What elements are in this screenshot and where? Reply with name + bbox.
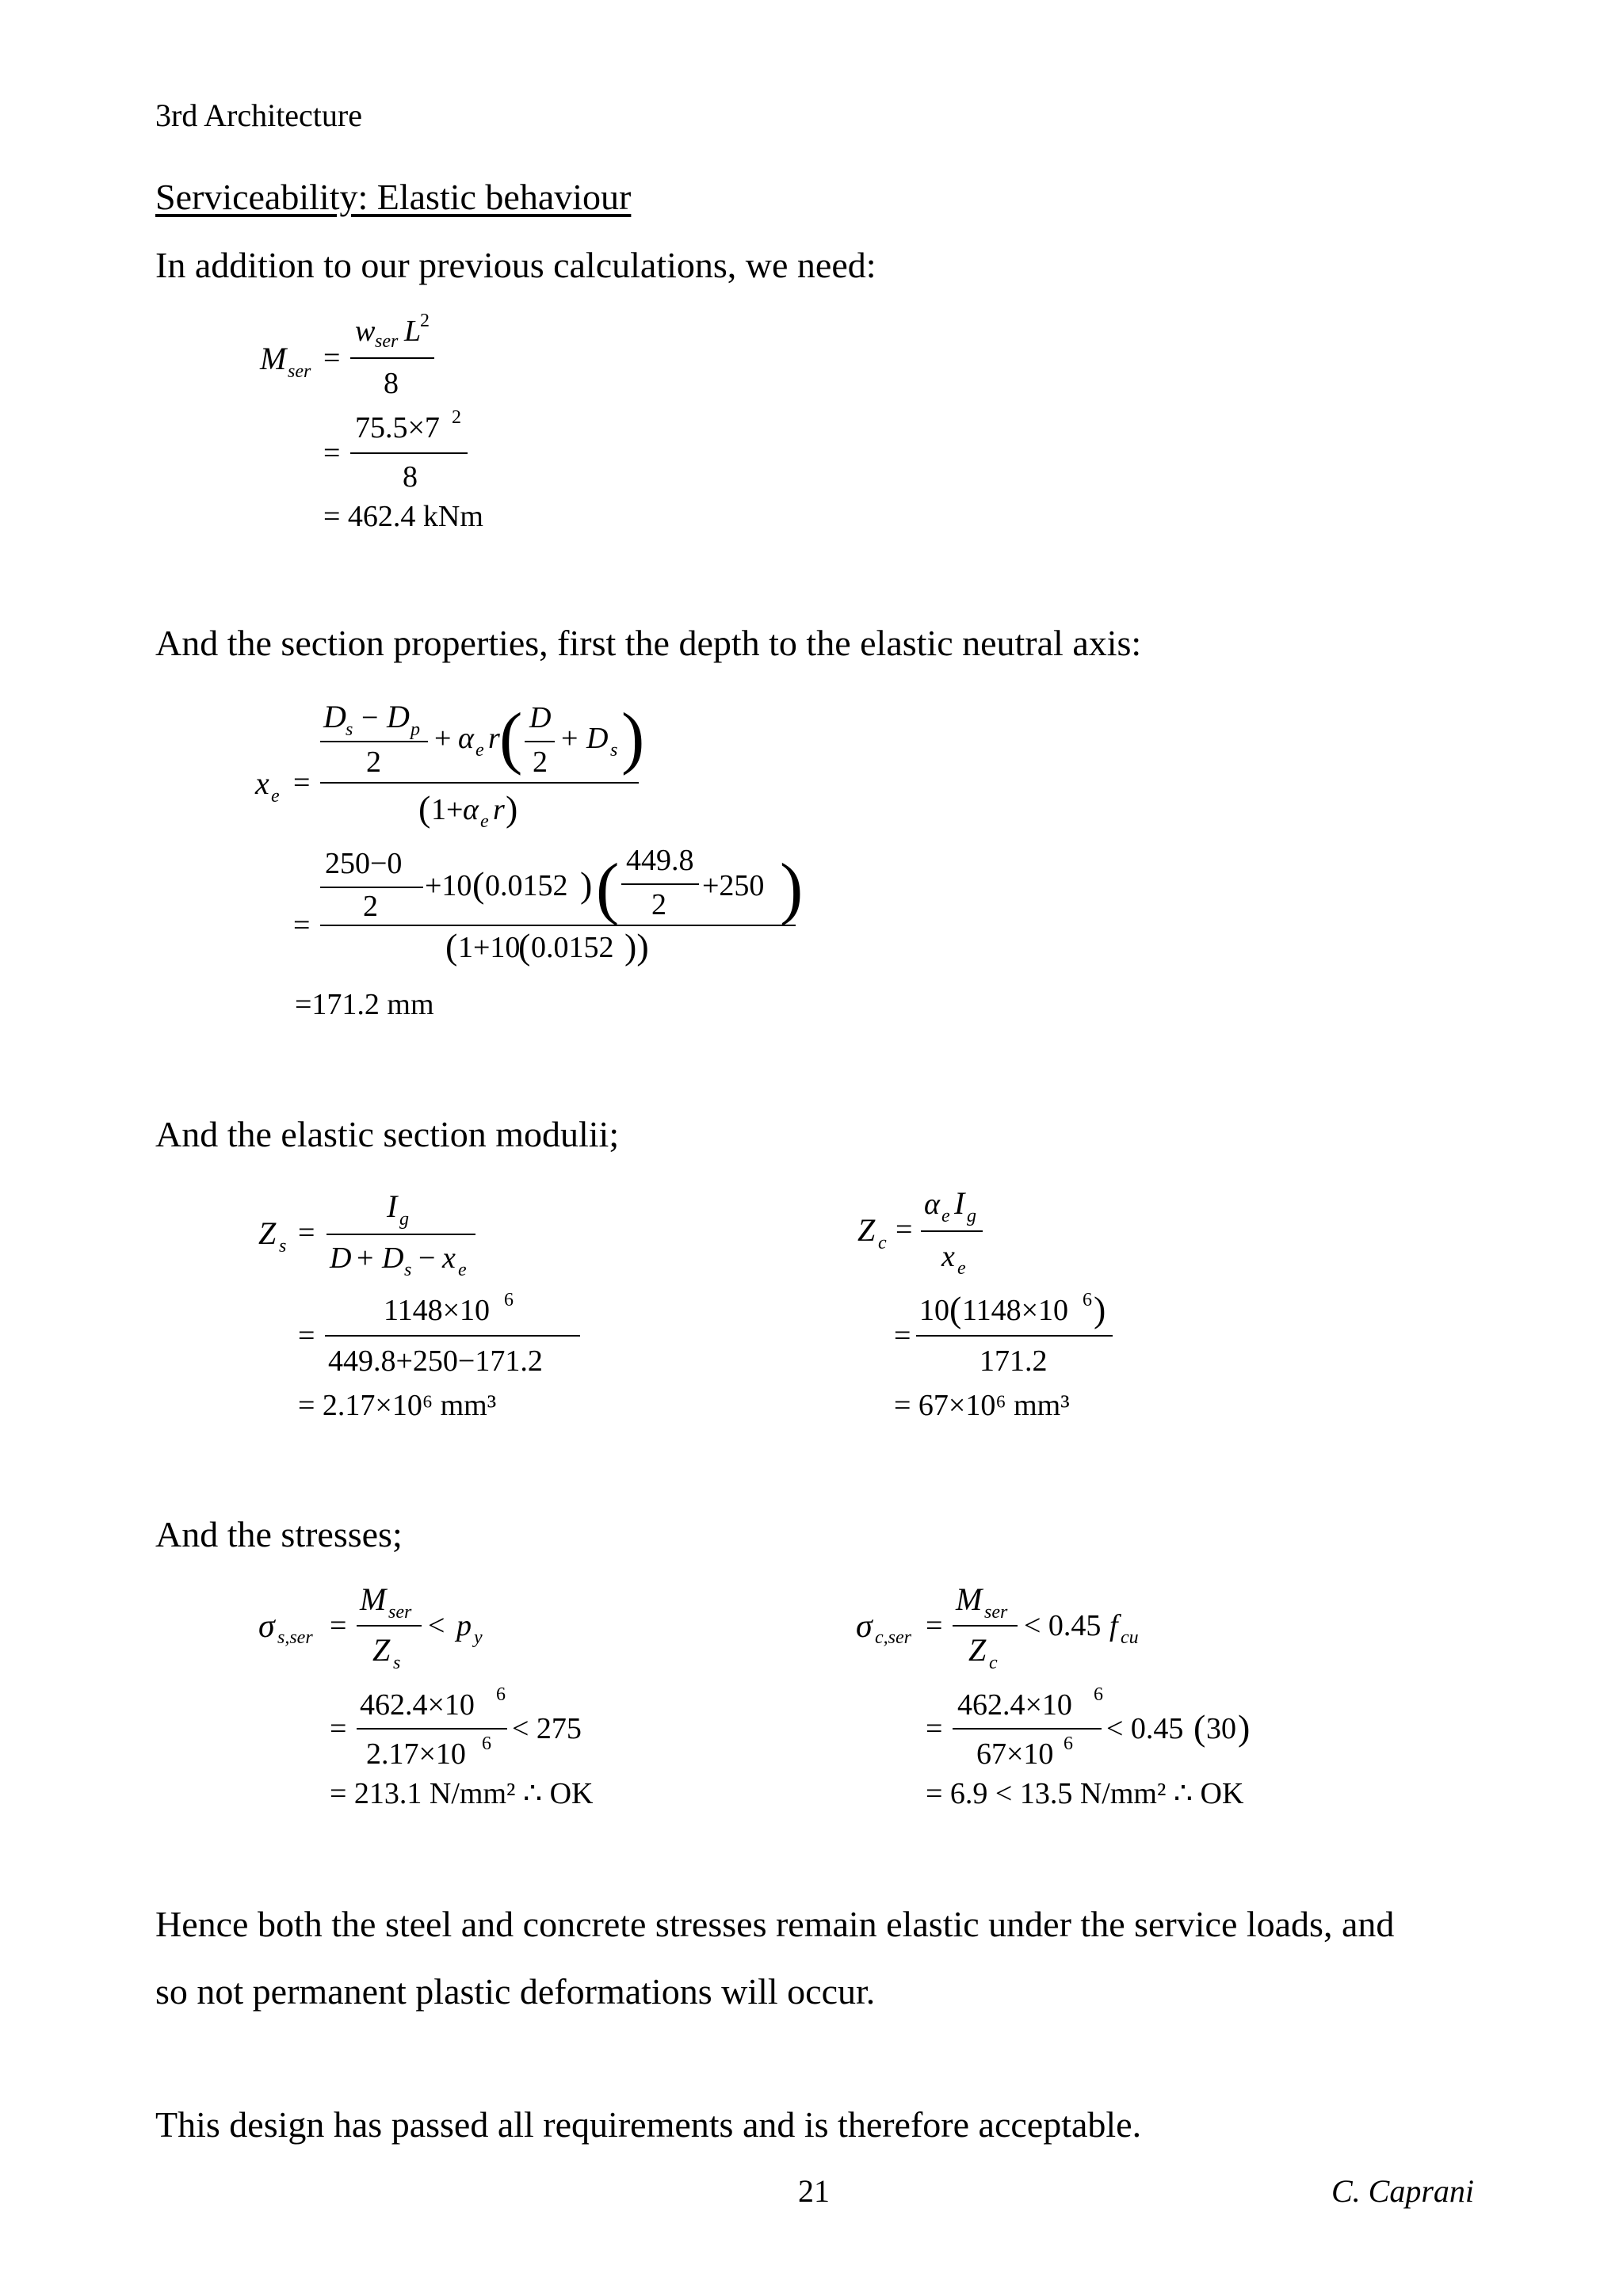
svg-text:250−0: 250−0: [325, 847, 403, 880]
svg-text:+: +: [357, 1241, 374, 1275]
svg-text:2.17×10: 2.17×10: [366, 1737, 466, 1771]
moduli-paragraph: And the elastic section modulii;: [155, 1114, 620, 1154]
svg-text:I: I: [387, 1188, 398, 1224]
svg-text:2: 2: [366, 746, 381, 779]
svg-text:8: 8: [384, 367, 399, 400]
svg-text:8: 8: [403, 460, 418, 494]
svg-text:): ): [1238, 1707, 1251, 1748]
svg-text:=: =: [926, 1712, 943, 1745]
svg-text:D: D: [529, 701, 552, 734]
svg-text:+250: +250: [702, 869, 765, 902]
svg-text:=: =: [323, 437, 341, 470]
steel-stress-result: = 213.1 N/mm² ∴ OK: [330, 1777, 594, 1810]
svg-text:ser: ser: [375, 331, 399, 352]
svg-text:462.4×10: 462.4×10: [360, 1688, 475, 1722]
svg-text:+: +: [561, 722, 579, 755]
svg-text:1+10: 1+10: [458, 931, 521, 964]
svg-text:σ: σ: [258, 1608, 275, 1645]
svg-text:e: e: [941, 1206, 950, 1226]
svg-text:w: w: [355, 315, 376, 348]
svg-text:): ): [1094, 1289, 1106, 1329]
concrete-stress-result: = 6.9 < 13.5 N/mm² ∴ OK: [926, 1777, 1244, 1810]
svg-text:=: =: [323, 341, 341, 375]
svg-text:ser: ser: [388, 1602, 412, 1623]
svg-text:=: =: [293, 766, 311, 799]
svg-text:): ): [580, 864, 593, 905]
svg-text:6: 6: [496, 1684, 506, 1705]
svg-text:1148×10: 1148×10: [962, 1294, 1069, 1327]
svg-text:2: 2: [651, 888, 666, 921]
svg-text:M: M: [260, 341, 287, 376]
svg-text:e: e: [480, 811, 489, 832]
concrete-modulus-result: = 67×10⁶ mm³: [894, 1389, 1070, 1422]
svg-text:c: c: [989, 1653, 998, 1673]
svg-text:(: (: [499, 700, 523, 776]
svg-text:p: p: [411, 719, 420, 740]
svg-text:s: s: [346, 719, 353, 740]
svg-text:α: α: [458, 722, 474, 755]
svg-text:M: M: [360, 1581, 387, 1617]
svg-text:g: g: [967, 1206, 976, 1226]
svg-text:f: f: [1109, 1609, 1118, 1642]
svg-text:e: e: [271, 786, 280, 807]
svg-text:=: =: [926, 1609, 943, 1642]
svg-text:c,ser: c,ser: [875, 1627, 911, 1648]
svg-text:(: (: [596, 850, 620, 927]
intro-paragraph: In addition to our previous calculations, we need:: [155, 245, 876, 285]
svg-text:462.4×10: 462.4×10: [957, 1688, 1072, 1722]
author-name: C. Caprani: [1331, 2173, 1475, 2209]
svg-text:p: p: [456, 1609, 472, 1642]
svg-text:6: 6: [1083, 1290, 1092, 1310]
page-number: 21: [798, 2173, 830, 2209]
svg-text:cu: cu: [1121, 1627, 1139, 1648]
svg-text:α: α: [463, 793, 479, 826]
svg-text:2: 2: [533, 746, 548, 779]
svg-text:x: x: [442, 1241, 456, 1275]
svg-text:30: 30: [1206, 1712, 1236, 1745]
svg-text:s: s: [393, 1653, 401, 1673]
svg-text:2: 2: [420, 311, 430, 331]
svg-text:−: −: [361, 701, 379, 734]
svg-text:s: s: [279, 1236, 287, 1257]
svg-text:): ): [780, 850, 804, 927]
svg-text:=: =: [298, 1216, 315, 1249]
svg-text:e: e: [957, 1258, 966, 1279]
svg-text:c: c: [878, 1233, 887, 1253]
svg-text:449.8: 449.8: [626, 844, 694, 877]
svg-text:<: <: [428, 1609, 445, 1642]
header-course: 3rd Architecture: [155, 97, 362, 133]
svg-text:x: x: [941, 1240, 955, 1273]
svg-text:2: 2: [452, 407, 461, 428]
svg-text:=: =: [330, 1609, 347, 1642]
svg-text:1148×10: 1148×10: [384, 1294, 491, 1327]
concrete-stress-equation: [856, 1581, 1250, 1810]
final-statement: This design has passed all requirements and is therefore acceptable.: [155, 2104, 1142, 2145]
svg-text:D: D: [330, 1241, 352, 1275]
svg-text:)): )): [624, 926, 649, 967]
svg-text:e: e: [458, 1260, 467, 1280]
svg-text:Z: Z: [372, 1632, 391, 1668]
steel-modulus-equation: [258, 1188, 580, 1422]
svg-text:): ): [506, 788, 518, 829]
neutral-axis-equation: [254, 699, 803, 1021]
svg-text:6: 6: [1064, 1733, 1073, 1754]
svg-text:1+: 1+: [431, 793, 464, 826]
svg-text:D: D: [586, 722, 609, 755]
svg-text:L: L: [404, 315, 422, 348]
moment-result: = 462.4 kNm: [323, 500, 483, 533]
steel-modulus-result: = 2.17×10⁶ mm³: [298, 1389, 497, 1422]
svg-text:Z: Z: [258, 1215, 277, 1251]
svg-text:s: s: [404, 1260, 412, 1280]
section-heading: Serviceability: Elastic behaviour: [155, 177, 632, 217]
svg-text:< 0.45: < 0.45: [1106, 1712, 1184, 1745]
svg-text:s,ser: s,ser: [277, 1627, 313, 1648]
svg-text:Z: Z: [968, 1632, 987, 1668]
svg-text:r: r: [493, 793, 505, 826]
moment-equation: [259, 311, 483, 533]
svg-text:D: D: [387, 699, 410, 734]
svg-text:(: (: [472, 864, 485, 905]
svg-text:(: (: [518, 926, 531, 967]
conclusion-paragraph-line2: so not permanent plastic deformations will occur.: [155, 1971, 876, 2012]
svg-text:=: =: [896, 1213, 913, 1246]
svg-text:ser: ser: [984, 1602, 1008, 1623]
svg-text:75.5×7: 75.5×7: [355, 411, 440, 444]
svg-text:e: e: [475, 740, 484, 761]
neutral-axis-result: =171.2 mm: [295, 988, 434, 1021]
svg-text:0.0152: 0.0152: [485, 869, 568, 902]
svg-text:6: 6: [504, 1290, 514, 1310]
svg-text:=: =: [894, 1319, 911, 1352]
svg-text:449.8+250−171.2: 449.8+250−171.2: [328, 1344, 543, 1378]
svg-text:(: (: [949, 1289, 962, 1329]
stresses-paragraph: And the stresses;: [155, 1514, 403, 1554]
steel-stress-equation: [258, 1581, 594, 1810]
conclusion-paragraph-line1: Hence both the steel and concrete stresses remain elastic under the service loads, and: [155, 1904, 1395, 1944]
svg-text:67×10: 67×10: [976, 1737, 1054, 1771]
svg-text:171.2: 171.2: [980, 1344, 1048, 1378]
svg-text:=: =: [293, 909, 311, 942]
svg-text:2: 2: [363, 890, 378, 923]
svg-text:D: D: [382, 1241, 404, 1275]
concrete-modulus-equation: [857, 1185, 1113, 1422]
svg-text:M: M: [956, 1581, 983, 1617]
svg-text:x: x: [255, 765, 269, 801]
svg-text:I: I: [954, 1185, 965, 1221]
svg-text:(: (: [418, 788, 431, 829]
svg-text:+: +: [434, 722, 452, 755]
svg-text:(: (: [1193, 1707, 1206, 1748]
svg-text:−: −: [418, 1241, 436, 1275]
svg-text:6: 6: [482, 1733, 491, 1754]
svg-text:D: D: [323, 699, 346, 734]
svg-text:σ: σ: [856, 1608, 873, 1645]
svg-text:s: s: [610, 740, 618, 761]
svg-text:6: 6: [1094, 1684, 1103, 1705]
section-properties-paragraph: And the section properties, first the depth to the elastic neutral axis:: [155, 623, 1142, 663]
svg-text:< 0.45: < 0.45: [1024, 1609, 1102, 1642]
svg-text:< 275: < 275: [512, 1712, 582, 1745]
svg-text:=: =: [298, 1319, 315, 1352]
svg-text:α: α: [924, 1188, 940, 1221]
svg-text:y: y: [474, 1627, 483, 1648]
svg-text:=: =: [330, 1712, 347, 1745]
svg-text:Z: Z: [857, 1212, 876, 1248]
svg-text:r: r: [488, 722, 500, 755]
svg-text:+10: +10: [425, 869, 472, 902]
svg-text:10: 10: [919, 1294, 949, 1327]
svg-text:): ): [621, 700, 645, 776]
svg-text:0.0152: 0.0152: [531, 931, 614, 964]
svg-text:g: g: [399, 1209, 409, 1230]
svg-text:(: (: [445, 926, 458, 967]
svg-text:ser: ser: [288, 361, 311, 382]
